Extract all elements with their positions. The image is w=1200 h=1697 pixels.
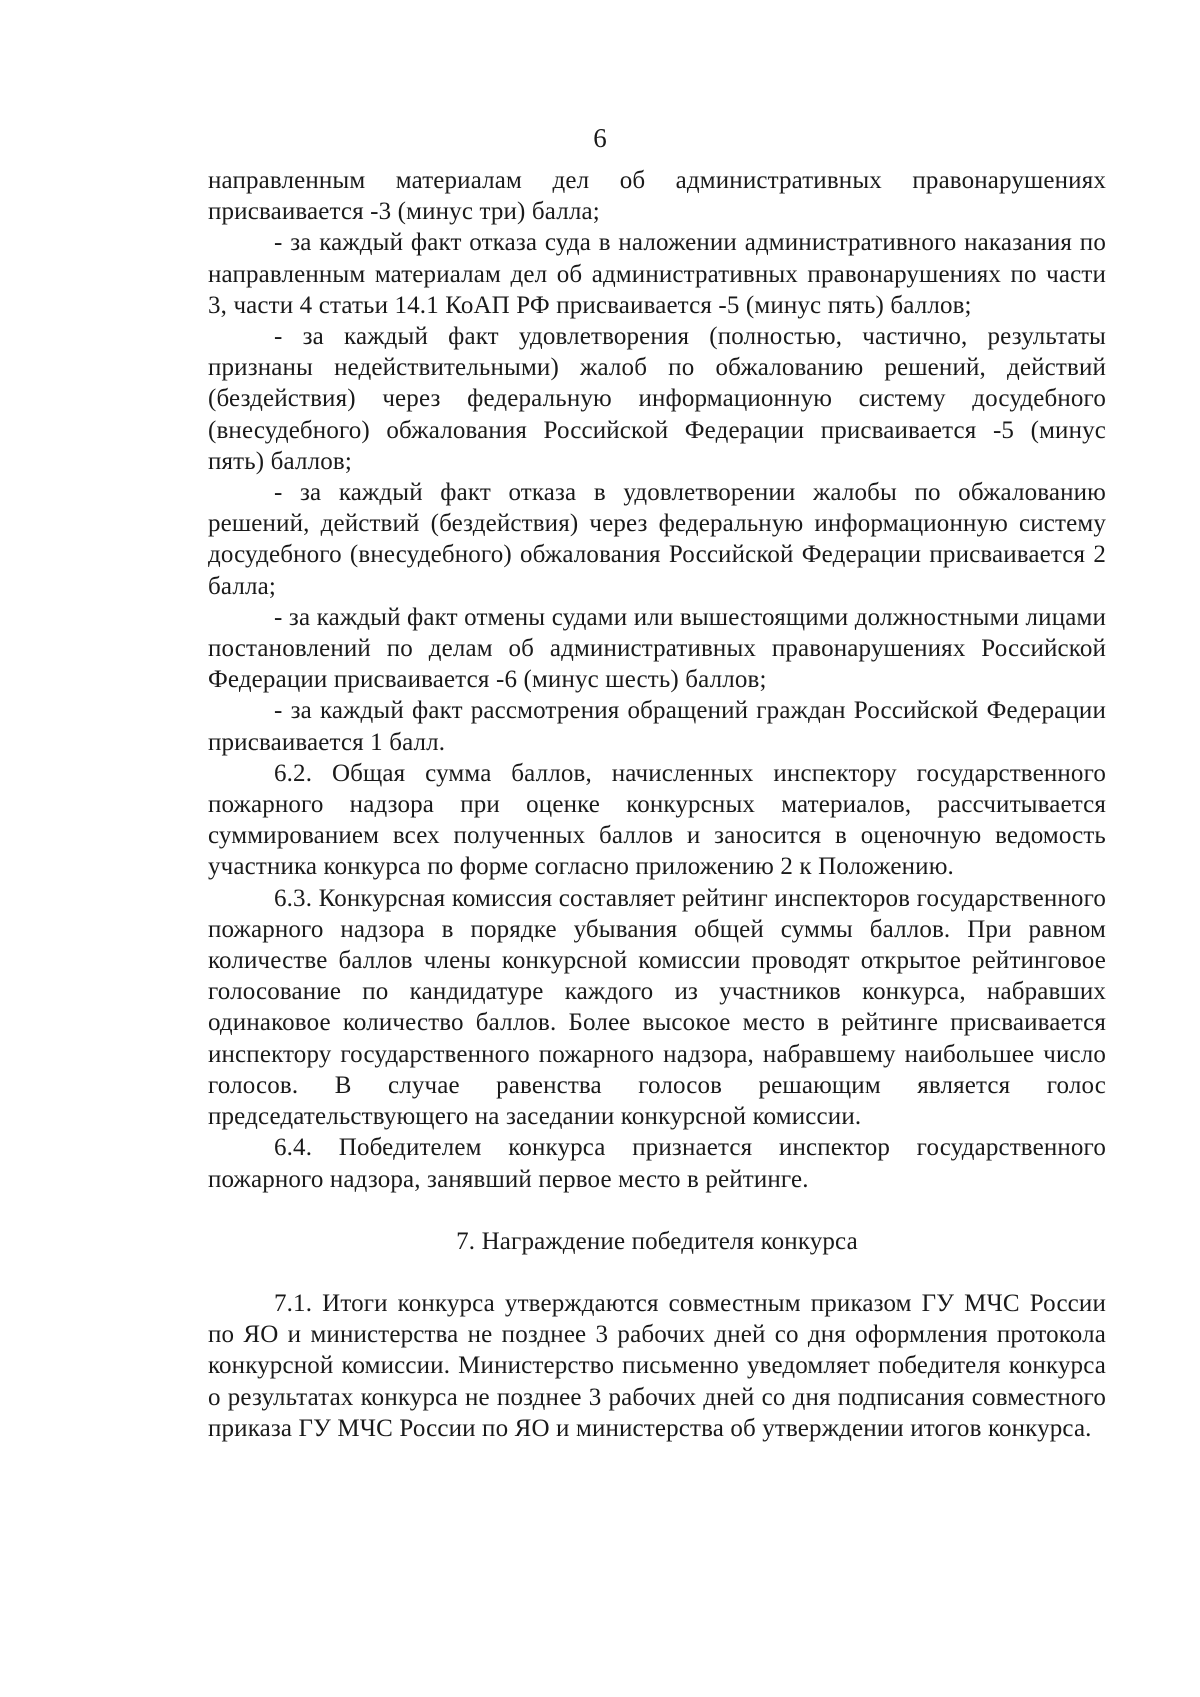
list-item-complaint-refused: - за каждый факт отказа в удовлетворении жалобы по обжалованию решений, действий (бездействия) через федеральную информационную систему досудебного (внесудебного) обжалования Российской Федерации присваивается 2 балла;: [208, 479, 1106, 600]
document-body: [208, 165, 1106, 1444]
section-title: 7. Награждение победителя конкурса: [456, 1227, 858, 1255]
list-item-citizen-appeals: - за каждый факт рассмотрения обращений граждан Российской Федерации присваивается 1 балл.: [208, 697, 1106, 756]
list-item-ruling-cancelled: - за каждый факт отмены судами или вышестоящими должностными лицами постановлений по делам об административных правонарушениях Российской Федерации присваивается -6 (минус шесть) баллов;: [208, 603, 1106, 694]
list-item-complaint-satisfied: - за каждый факт удовлетворения (полностью, частично, результаты признаны недействительными) жалоб по обжалованию решений, действий (бездействия) через федеральную информационную систему досудебного (внесудебного) обжалования Российской Федерации присваивается -5 (минус пять) баллов;: [208, 323, 1106, 475]
list-item-court-refusal: - за каждый факт отказа суда в наложении административного наказания по направленным материалам дел об административных правонарушениях по части 3, части 4 статьи 14.1 КоАП РФ присваивается -5 (минус пять) баллов;: [208, 229, 1106, 319]
clause-7-1: 7.1. Итоги конкурса утверждаются совместным приказом ГУ МЧС России по ЯО и министерства не позднее 3 рабочих дней со дня оформления протокола конкурсной комиссии. Министерство письменно уведомляет победителя конкурса о результатах конкурса не позднее 3 рабочих дней со дня подписания совместного приказа ГУ МЧС России по ЯО и министерства об утверждении итогов конкурса.: [208, 1289, 1106, 1442]
clause-6-4: 6.4. Победителем конкурса признается инспектор государственного пожарного надзора, занявший первое место в рейтинге.: [208, 1134, 1106, 1193]
page-number: 6: [593, 123, 607, 153]
paragraph-continuation: направленным материалам дел об административных правонарушениях присваивается -3 (минус три) балла;: [208, 167, 1106, 226]
clause-6-2: 6.2. Общая сумма баллов, начисленных инспектору государственного пожарного надзора при оценке конкурсных материалов, рассчитывается суммированием всех полученных баллов и заносится в оценочную ведомость участника конкурса по форме согласно приложению 2 к Положению.: [208, 759, 1106, 881]
clause-6-3: 6.3. Конкурсная комиссия составляет рейтинг инспекторов государственного пожарного надзора в порядке убывания общей суммы баллов. При равном количестве баллов члены конкурсной комиссии проводят открытое рейтинговое голосование по кандидатуре каждого из участников конкурса, набравших одинаковое количество баллов. Более высокое место в рейтинге присваивается инспектору государственного пожарного надзора, набравшему наибольшее число голосов. В случае равенства голосов решающим является голос председательствующего на заседании конкурсной комиссии.: [208, 884, 1106, 1131]
